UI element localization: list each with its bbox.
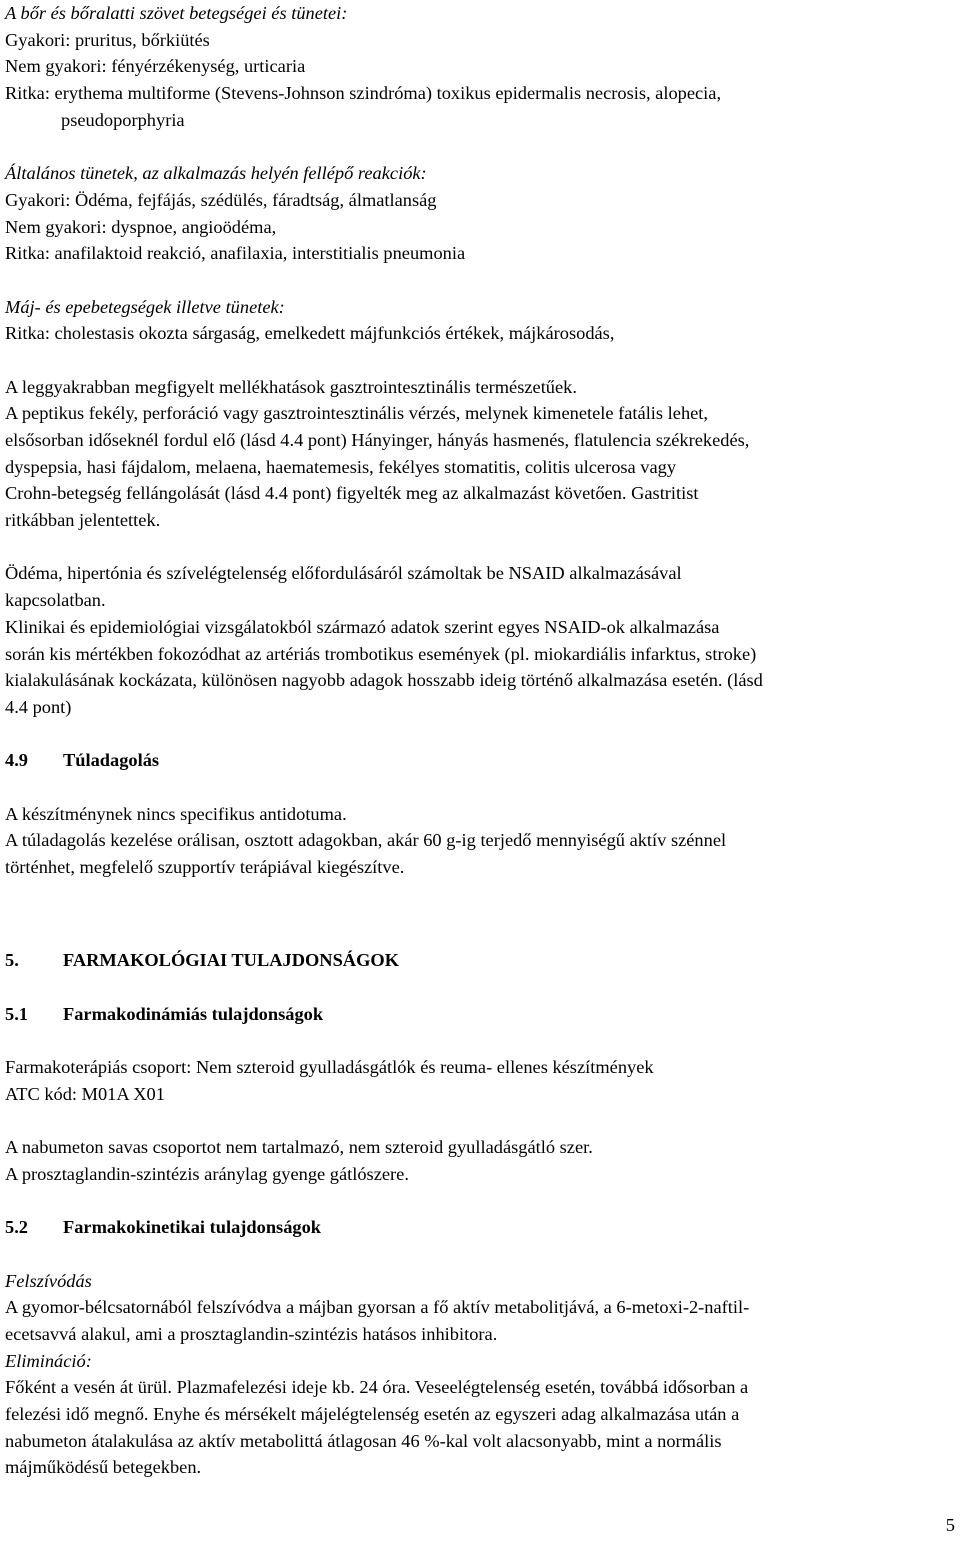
general-line: Nem gyakori: dyspnoe, angioödéma, [5,216,277,237]
absorption-line: A gyomor-bélcsatornából felszívódva a májban gyorsan a fő aktív metabolitjává, a 6-metoxi-2-naftil- [5,1297,750,1318]
page-number: 5 [945,1515,955,1535]
section-number: 4.9 [5,750,28,771]
skin-heading: A bőr és bőralatti szövet betegségei és tünetei: [5,3,348,23]
skin-line: Nem gyakori: fényérzékenység, urticaria [5,56,306,77]
section-title: Farmakodinámiás tulajdonságok [63,1003,324,1024]
elimination-line: nabumeton átalakulása az aktív metabolittá átlagosan 46 %-kal volt alacsonyabb, mint a normális [5,1430,722,1451]
pharmacodynamics-line: A prosztaglandin-szintézis aránylag gyenge gátlószere. [5,1163,409,1184]
gi-line: A leggyakrabban megfigyelt mellékhatások gasztrointesztinális természetűek. [5,376,577,397]
absorption-heading: Felszívódás [5,1270,92,1291]
skin-line: Gyakori: pruritus, bőrkiütés [5,29,210,50]
section-number: 5.2 [5,1217,28,1238]
document-page [5,0,957,1481]
cardio-line: 4.4 pont) [5,696,72,717]
section-5-1-heading [5,1001,957,1028]
elimination-line: májműködésű betegekben. [5,1457,202,1478]
general-line: Ritka: anafilaktoid reakció, anafilaxia, interstitialis pneumonia [5,243,466,264]
gi-line: ritkábban jelentettek. [5,510,161,531]
skin-line: Ritka: erythema multiforme (Stevens-Johnson szindróma) toxikus epidermalis necrosis, alopecia, [5,83,722,104]
section-title: Túladagolás [63,750,160,771]
section-number: 5. [5,950,19,971]
gi-line: A peptikus fekély, perforáció vagy gasztrointesztinális vérzés, melynek kimenetele fatális lehet, [5,403,709,424]
absorption-line: ecetsavvá alakul, ami a prosztaglandin-szintézis hatásos inhibitora. [5,1324,498,1344]
section-4-9-heading [5,747,957,774]
general-heading: Általános tünetek, az alkalmazás helyén fellépő reakciók: [5,163,427,184]
pharmacodynamics-line: A nabumeton savas csoportot nem tartalmazó, nem szteroid gyulladásgátló szer. [5,1137,593,1158]
cardio-line: Klinikai és epidemiológiai vizsgálatokból származó adatok szerint egyes NSAID-ok alkalmazása [5,616,720,637]
elimination-line: Főként a vesén át ürül. Plazmafelezési ideje kb. 24 óra. Veseelégtelenség esetén, továbbá idősorban a [5,1377,749,1398]
general-line: Gyakori: Ödéma, fejfájás, szédülés, fáradtság, álmatlanság [5,189,437,210]
liver-line: Ritka: cholestasis okozta sárgaság, emelkedett májfunkciós értékek, májkárosodás, [5,323,615,344]
overdose-line: történhet, megfelelő szupportív terápiával kiegészítve. [5,857,405,877]
cardio-line: Ödéma, hipertónia és szívelégtelenség előfordulásáról számoltak be NSAID alkalmazásával [5,563,682,584]
skin-line-continuation: pseudoporphyria [61,109,185,130]
gi-line: dyspepsia, hasi fájdalom, melaena, haematemesis, fekélyes stomatitis, colitis ulcerosa vagy [5,456,677,477]
section-title: Farmakokinetikai tulajdonságok [63,1217,322,1238]
pharmacodynamics-line: Farmakoterápiás csoport: Nem szteroid gyulladásgátlók és reuma- ellenes készítmények [5,1057,654,1078]
elimination-heading: Elimináció: [5,1350,92,1371]
liver-heading: Máj- és epebetegségek illetve tünetek: [5,296,285,317]
section-number: 5.1 [5,1003,28,1024]
cardio-line: során kis mértékben fokozódhat az artériás trombotikus események (pl. miokardiális infarktus, stroke) [5,643,757,664]
section-5-2-heading [5,1214,957,1241]
section-5-heading [5,947,957,974]
overdose-line: A készítménynek nincs specifikus antidotuma. [5,803,347,824]
atc-code-line: ATC kód: M01A X01 [5,1083,165,1104]
cardio-line: kapcsolatban. [5,590,106,611]
cardio-line: kialakulásának kockázata, különösen nagyobb adagok hosszabb ideig történő alkalmazása esetén. (lásd [5,670,763,691]
gi-line: elsősorban időseknél fordul elő (lásd 4.4 pont) Hányinger, hányás hasmenés, flatulencia székrekedés, [5,430,750,450]
elimination-line: felezési idő megnő. Enyhe és mérsékelt májelégtelenség esetén az egyszeri adag alkalmazása után a [5,1404,740,1425]
gi-line: Crohn-betegség fellángolását (lásd 4.4 pont) figyelték meg az alkalmazást követően. Gastritist [5,483,699,504]
section-title: FARMAKOLÓGIAI TULAJDONSÁGOK [63,950,399,971]
overdose-line: A túladagolás kezelése orálisan, osztott adagokban, akár 60 g-ig terjedő mennyiségű aktív szénnel [5,830,727,851]
